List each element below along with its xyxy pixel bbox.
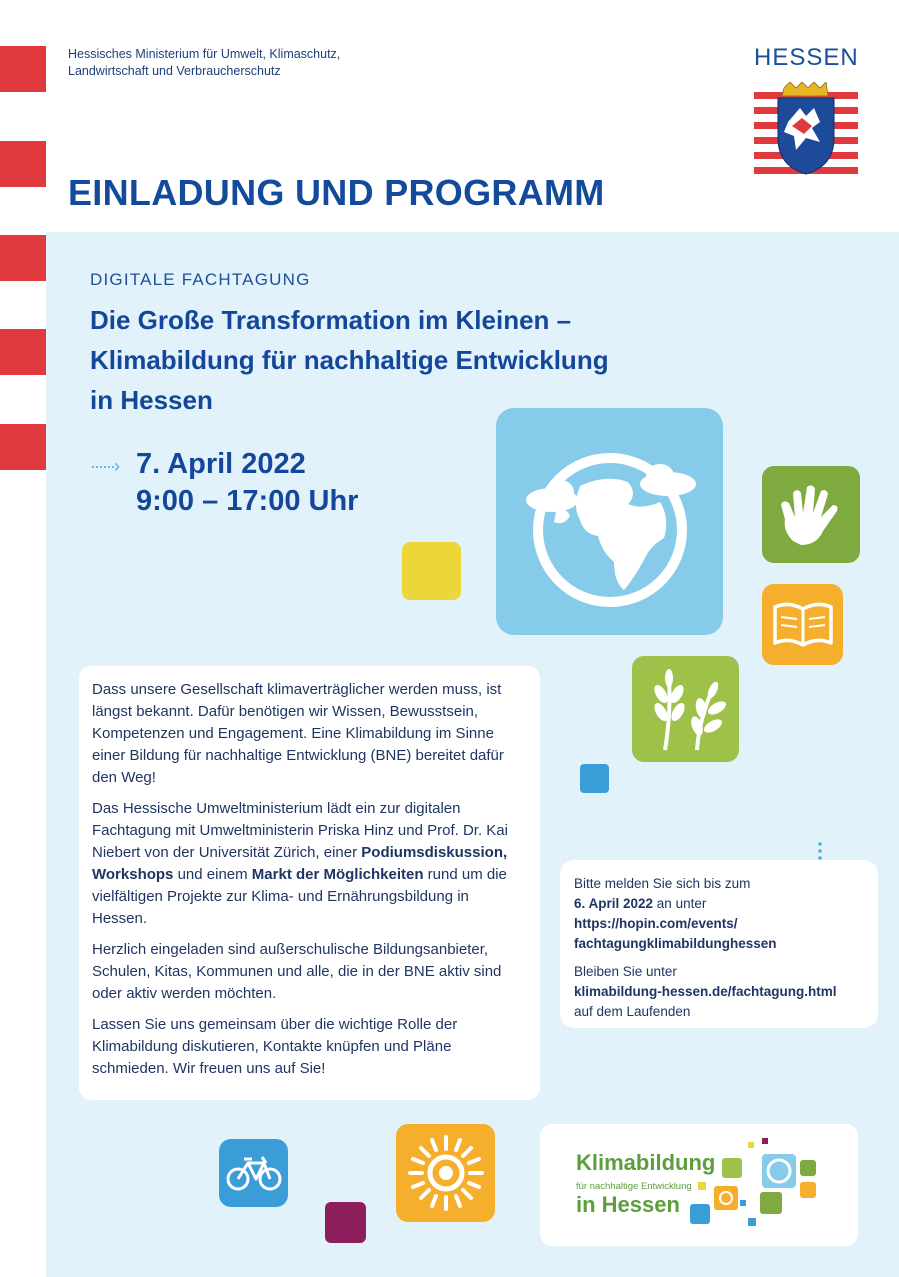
body-paragraph-4: Lassen Sie uns gemeinsam über die wichtige Rolle der Klimabildung diskutieren, Kontakte knüpfen und Pläne schmieden. Wir freuen uns auf Sie! — [92, 1016, 458, 1077]
sun-tile — [396, 1124, 495, 1222]
headline-line-2: Klimabildung für nachhaltige Entwicklung — [90, 345, 609, 375]
logo-tiles-icon — [688, 1138, 828, 1234]
event-headline — [90, 300, 710, 420]
headline-line-1: Die Große Transformation im Kleinen – — [90, 305, 572, 335]
hessen-crest-icon — [754, 82, 858, 180]
decor-stripe — [0, 329, 46, 375]
stay-informed-text: Bleiben Sie unter — [574, 964, 677, 979]
body-text: Das Hessische Umweltministerium lädt ein zur digitalen Fachtagung mit Umweltministerin Priska Hinz und Prof. Dr. Kai Niebert von der Universität Zürich, einer — [92, 800, 508, 861]
body-paragraph-1: Dass unsere Gesellschaft klimaverträglicher werden muss, ist längst bekannt. Dafür benötigen wir Wissen, Bewusstsein, Kompetenzen und Engagement. Eine Klimabildung im Sinne einer Bildung für nachhaltige Entwicklung (BNE) bereitet dafür den Weg! — [92, 681, 504, 786]
sun-icon — [404, 1131, 488, 1215]
yellow-square — [402, 542, 461, 600]
body-text: rund um die vielfältigen Projekte zur Klima- und Ernährungsbildung in Hessen. — [92, 866, 507, 927]
logo-line-1: Klimabildung — [576, 1150, 716, 1175]
decor-stripe — [0, 235, 46, 281]
body-emphasis: Markt der Möglichkeiten — [251, 866, 424, 883]
stay-informed-suffix: auf dem Laufenden — [574, 1004, 691, 1019]
plum-square — [325, 1202, 366, 1243]
registration-url-line-1[interactable]: https://hopin.com/events/ — [574, 916, 738, 931]
ministry-name — [68, 46, 340, 80]
body-emphasis: Podiumsdiskussion, Workshops — [92, 844, 508, 883]
registration-deadline: 6. April 2022 — [574, 896, 654, 911]
bicycle-tile — [219, 1139, 288, 1207]
wheat-icon — [641, 664, 731, 754]
body-paragraph-2 — [92, 798, 526, 930]
dotted-arrow-icon: ······› — [90, 456, 118, 476]
invitation-text — [79, 666, 540, 1100]
registration-link[interactable] — [574, 934, 868, 954]
page-title: EINLADUNG UND PROGRAMM — [68, 172, 605, 213]
event-datetime — [136, 446, 358, 520]
logo-line-3: in Hessen — [576, 1192, 680, 1217]
registration-deadline-line — [574, 894, 868, 914]
registration-link[interactable] — [574, 914, 868, 934]
event-date: 7. April 2022 — [136, 448, 306, 480]
wheat-tile — [632, 656, 739, 762]
info-link[interactable]: klimabildung-hessen.de/fachtagung.html — [574, 984, 837, 999]
decor-stripe — [0, 424, 46, 470]
body-paragraph-3: Herzlich eingeladen sind außerschulische Bildungsanbieter, Schulen, Kitas, Kommunen und alle, die in der BNE aktiv sind oder aktiv werden möchten. — [92, 941, 502, 1002]
book-tile — [762, 584, 843, 665]
hand-tile — [762, 466, 860, 563]
event-type: DIGITALE FACHTAGUNG — [90, 270, 311, 289]
body-text: und einem — [173, 866, 252, 883]
registration-info — [560, 860, 878, 1028]
book-icon — [771, 597, 835, 653]
registration-url-line-2[interactable]: fachtagungklimabildunghessen — [574, 936, 777, 951]
state-logo-text: HESSEN — [754, 44, 859, 71]
registration-text: an unter — [653, 896, 707, 911]
decor-stripe — [0, 46, 46, 92]
logo-line-2: für nachhaltige Entwicklung — [576, 1181, 692, 1192]
klimabildung-logo — [540, 1124, 858, 1246]
headline-line-3: in Hessen — [90, 385, 213, 415]
event-time: 9:00 – 17:00 Uhr — [136, 485, 359, 517]
globe-icon — [510, 422, 710, 622]
ministry-line-1: Hessisches Ministerium für Umwelt, Klimaschutz, — [68, 47, 341, 61]
decor-stripe — [0, 141, 46, 187]
globe-tile — [496, 408, 723, 635]
registration-intro: Bitte melden Sie sich bis zum — [574, 876, 751, 891]
ministry-line-2: Landwirtschaft und Verbraucherschutz — [68, 64, 281, 78]
bicycle-icon — [226, 1153, 282, 1193]
hand-icon — [771, 475, 851, 555]
blue-square — [580, 764, 609, 793]
